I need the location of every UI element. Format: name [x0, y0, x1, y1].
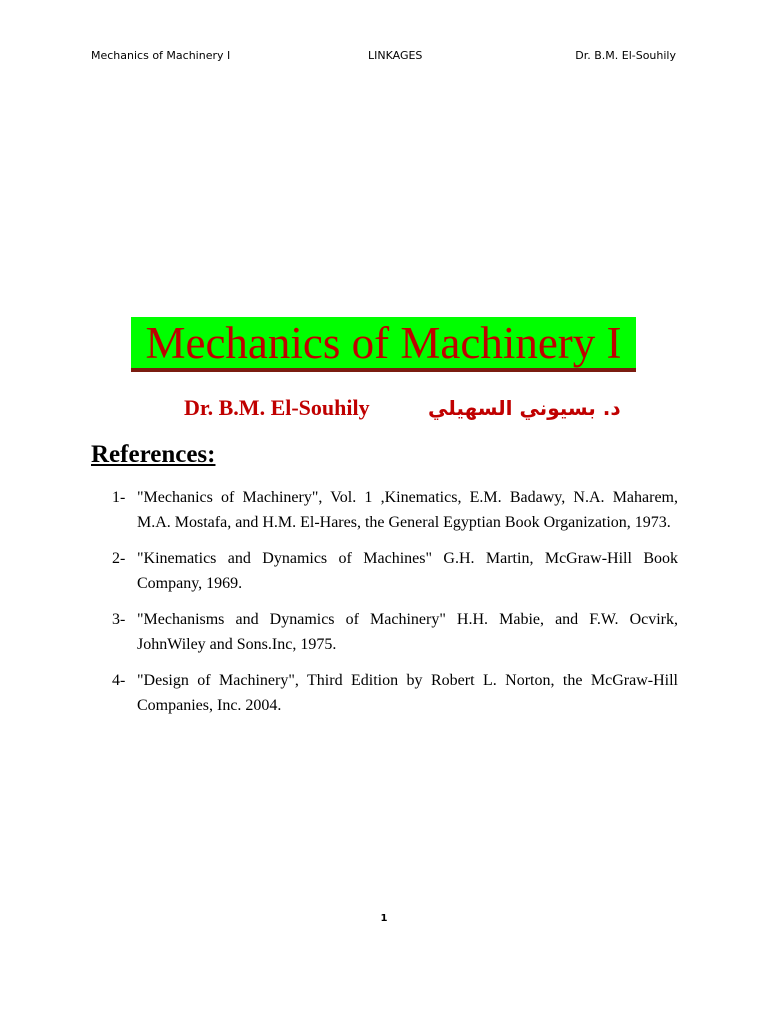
reference-item: [112, 547, 678, 596]
document-title: Mechanics of Machinery I: [145, 318, 622, 368]
references-list: [112, 486, 678, 730]
header-author: Dr. B.M. El-Souhily: [575, 49, 676, 62]
page-number: 1: [380, 913, 388, 924]
reference-item: [112, 608, 678, 657]
reference-number: 1-: [112, 489, 126, 506]
reference-item: [112, 486, 678, 535]
author-line: [0, 394, 768, 424]
references-heading: References:: [91, 441, 216, 468]
header-chapter: LINKAGES: [368, 49, 423, 62]
reference-text: "Mechanisms and Dynamics of Machinery" H.H. Mabie, and F.W. Ocvirk, JohnWiley and Sons.Inc, 1975.: [137, 611, 678, 653]
reference-number: 2-: [112, 550, 126, 567]
author-name-arabic: د. بسيوني السهيلي: [428, 396, 621, 420]
reference-item: [112, 669, 678, 718]
page-header: [91, 49, 676, 63]
header-course-title: Mechanics of Machinery I: [91, 49, 231, 62]
reference-text: "Kinematics and Dynamics of Machines" G.H. Martin, McGraw-Hill Book Company, 1969.: [137, 550, 678, 592]
reference-number: 3-: [112, 611, 126, 628]
reference-text: "Mechanics of Machinery", Vol. 1 ,Kinematics, E.M. Badawy, N.A. Maharem, M.A. Mostafa, and H.M. El-Hares, the General Egyptian Book Organization, 1973.: [137, 489, 678, 531]
reference-text: "Design of Machinery", Third Edition by Robert L. Norton, the McGraw-Hill Companies, Inc. 2004.: [137, 672, 678, 714]
title-banner: [131, 317, 636, 372]
reference-number: 4-: [112, 672, 126, 689]
author-name-english: Dr. B.M. El-Souhily: [184, 395, 370, 420]
